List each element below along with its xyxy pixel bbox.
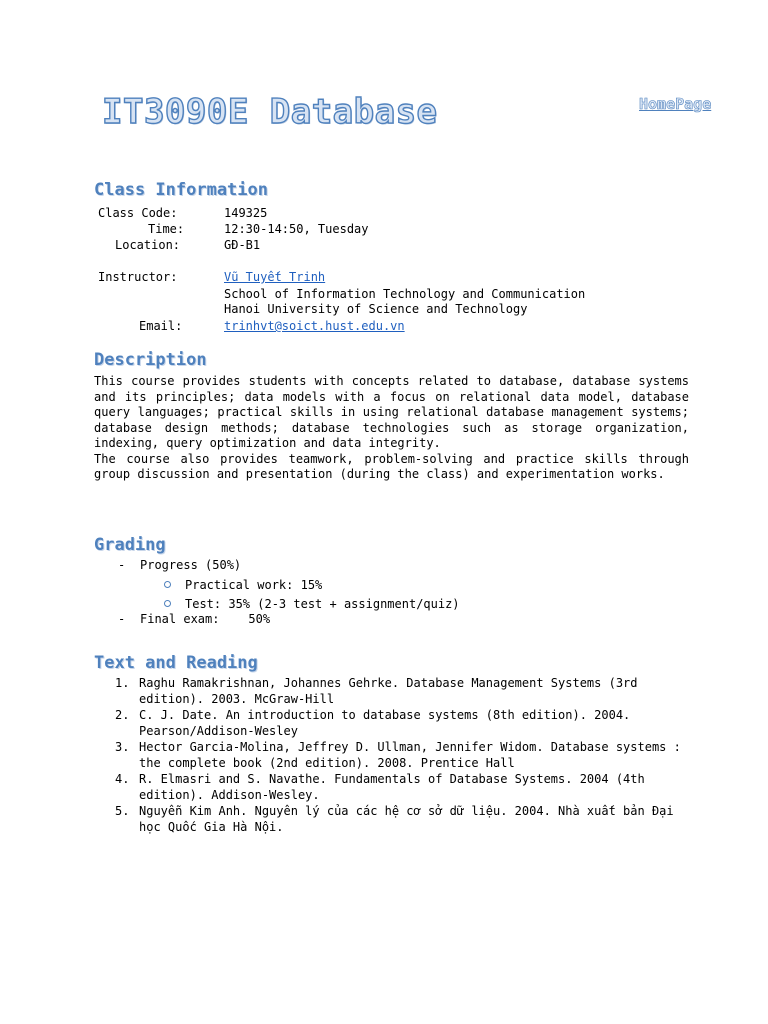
class-code-label: Class Code: [98,206,178,220]
grading-sub-text: Practical work: 15% [185,577,323,592]
grading-progress-item [118,558,460,613]
grading-final-item [118,612,460,628]
readings-heading: Text and Reading [94,653,258,673]
grading-sub-text: Test: 35% (2-3 test + assignment/quiz) [185,597,460,611]
reading-text: Nguyễn Kim Anh. Nguyên lý của các hệ cơ sở dữ liệu. 2004. Nhà xuất bản Đại học Quốc Gia Hà Nội. [139,804,674,834]
instructor-university-row [0,302,700,318]
description-body [94,374,689,483]
dash-bullet: - [118,558,126,572]
grading-sub-list [118,578,460,613]
reading-number: 5. [115,804,130,818]
location-row [0,238,700,254]
reading-text: Hector Garcia-Molina, Jeffrey D. Ullman, Jennifer Widom. Database systems : the complete book (2nd edition). 2008. Prentice Hall [139,740,681,770]
instructor-row [0,270,700,286]
instructor-school-row [0,287,700,303]
instructor-name-link[interactable]: Vũ Tuyết Trinh [224,270,326,284]
email-label: Email: [139,319,183,333]
grading-heading: Grading [94,535,166,555]
reading-item [94,740,694,771]
page-title: IT3090E Database [102,92,438,132]
email-row [0,319,700,335]
reading-item [94,772,694,803]
readings-list [94,676,694,836]
reading-item [94,676,694,707]
reading-text: Raghu Ramakrishnan, Johannes Gehrke. Database Management Systems (3rd edition). 2003. McGraw-Hill [139,676,638,706]
reading-number: 2. [115,708,130,722]
description-paragraph-1: This course provides students with concepts related to database, database systems and its principles; data models with a focus on relational data model, database query languages; practical skills in using relational database management systems; database design methods; database technologies such as storage organization, indexing, query optimization and data integrity. [94,374,689,450]
reading-number: 1. [115,676,130,690]
grading-sub-item [118,597,460,613]
grading-list [118,558,460,627]
dash-bullet: - [118,611,126,626]
instructor-university: Hanoi University of Science and Technology [224,302,528,316]
time-row [0,222,700,238]
reading-item [94,804,694,835]
time-value: 12:30-14:50, Tuesday [224,222,369,236]
instructor-school: School of Information Technology and Communication [224,287,586,301]
circle-bullet-icon [164,600,171,607]
class-info-heading: Class Information [94,180,268,200]
homepage-link[interactable]: HomePage [639,95,712,113]
reading-text: R. Elmasri and S. Navathe. Fundamentals of Database Systems. 2004 (4th edition). Addison-Wesley. [139,772,645,802]
reading-number: 4. [115,772,130,786]
description-heading: Description [94,350,207,370]
class-code-value: 149325 [224,206,268,220]
location-value: GĐ-B1 [224,238,261,252]
grading-final-text: Final exam: 50% [140,611,271,626]
grading-sub-item [118,578,460,594]
email-link[interactable]: trinhvt@soict.hust.edu.vn [224,319,405,333]
circle-bullet-icon [164,581,171,588]
grading-progress-text: Progress (50%) [140,558,242,572]
description-paragraph-2: The course also provides teamwork, problem-solving and practice skills through group discussion and presentation (during the class) and experimentation works. [94,451,689,481]
reading-text: C. J. Date. An introduction to database systems (8th edition). 2004. Pearson/Addison-Wesley [139,708,631,738]
reading-number: 3. [115,740,130,754]
class-code-row [0,206,700,222]
reading-item [94,708,694,739]
time-label: Time: [148,222,185,236]
instructor-label: Instructor: [98,270,178,284]
location-label: Location: [115,238,181,252]
